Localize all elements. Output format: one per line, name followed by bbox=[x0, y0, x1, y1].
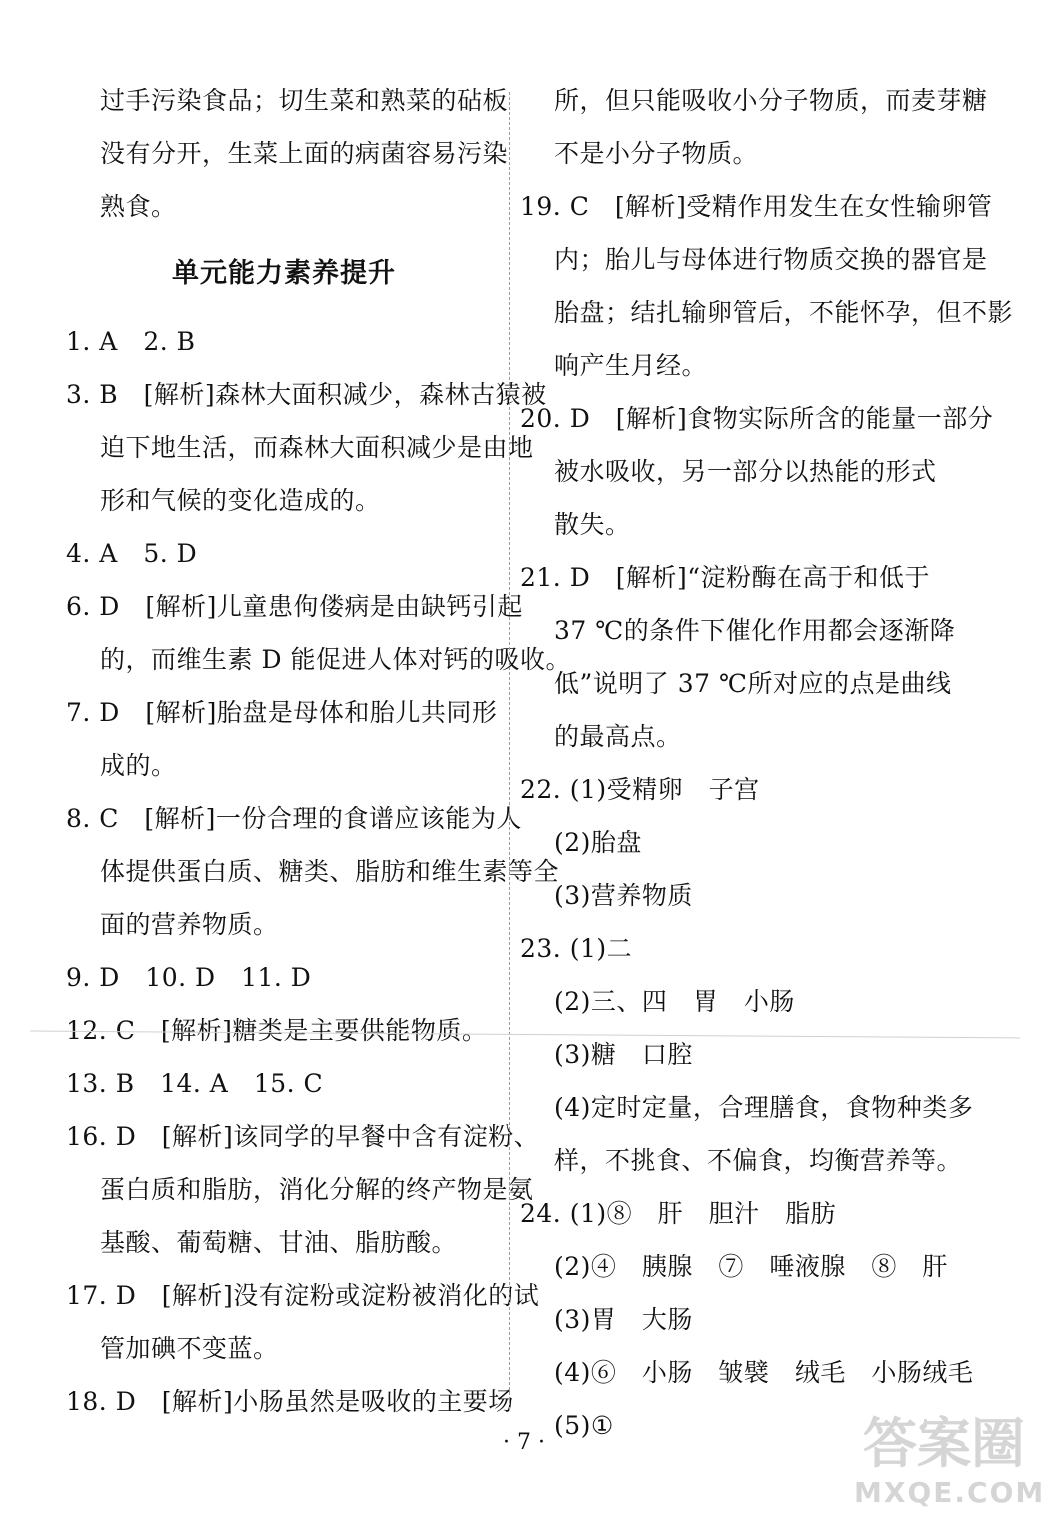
text-line: 4. A 5. D bbox=[66, 539, 198, 568]
text-line: (2)④ 胰腺 ⑦ 唾液腺 ⑧ 肝 bbox=[554, 1252, 948, 1281]
watermark-url: MXQE.COM bbox=[854, 1476, 1046, 1509]
text-line: 蛋白质和脂肪，消化分解的终产物是氨 bbox=[100, 1175, 534, 1204]
text-line: (4)定时定量，合理膳食，食物种类多 bbox=[554, 1093, 974, 1122]
text-line: 37 ℃的条件下催化作用都会逐渐降 bbox=[554, 616, 956, 645]
text-line: 散失。 bbox=[554, 510, 631, 539]
text-line: 8. C [解析]一份合理的食谱应该能为人 bbox=[66, 804, 522, 833]
text-line: 不是小分子物质。 bbox=[554, 139, 759, 168]
text-line: 所，但只能吸收小分子物质，而麦芽糖 bbox=[554, 86, 988, 115]
text-line: 20. D [解析]食物实际所含的能量一部分 bbox=[520, 404, 994, 433]
text-line: 低”说明了 37 ℃所对应的点是曲线 bbox=[554, 669, 952, 698]
text-line: (3)营养物质 bbox=[554, 881, 693, 910]
text-line: 9. D 10. D 11. D bbox=[66, 963, 312, 992]
column-divider bbox=[509, 92, 510, 1410]
text-line: 1. A 2. B bbox=[66, 327, 196, 356]
text-line: 3. B [解析]森林大面积减少，森林古猿被 bbox=[66, 380, 547, 409]
text-line: 成的。 bbox=[100, 751, 177, 780]
text-line: 6. D [解析]儿童患佝偻病是由缺钙引起 bbox=[66, 592, 523, 621]
text-line: (2)胎盘 bbox=[554, 828, 642, 857]
text-line: 12. C [解析]糖类是主要供能物质。 bbox=[66, 1016, 488, 1045]
text-line: 形和气候的变化造成的。 bbox=[100, 486, 381, 515]
text-line: (2)三、四 胃 小肠 bbox=[554, 987, 795, 1016]
text-line: 胎盘；结扎输卵管后，不能怀孕，但不影 bbox=[554, 298, 1014, 327]
text-line: 21. D [解析]“淀粉酶在高于和低于 bbox=[520, 563, 931, 592]
text-line: 被水吸收，另一部分以热能的形式 bbox=[554, 457, 937, 486]
text-line: (3)胃 大肠 bbox=[554, 1305, 693, 1334]
text-line: 体提供蛋白质、糖类、脂肪和维生素等全 bbox=[100, 857, 560, 886]
text-line: 熟食。 bbox=[100, 192, 177, 221]
text-line: 18. D [解析]小肠虽然是吸收的主要场 bbox=[66, 1387, 514, 1416]
watermark-logo bbox=[854, 1412, 1046, 1528]
text-line: 22. (1)受精卵 子宫 bbox=[520, 775, 760, 804]
text-line: 17. D [解析]没有淀粉或淀粉被消化的试 bbox=[66, 1281, 540, 1310]
text-line: 的，而维生素 D 能促进人体对钙的吸收。 bbox=[100, 645, 571, 674]
left-column bbox=[66, 74, 571, 1428]
text-line: 7. D [解析]胎盘是母体和胎儿共同形 bbox=[66, 698, 498, 727]
text-line: 的最高点。 bbox=[554, 722, 682, 751]
text-line: 面的营养物质。 bbox=[100, 910, 279, 939]
text-line: (4)⑥ 小肠 皱襞 绒毛 小肠绒毛 bbox=[554, 1358, 974, 1387]
text-line: 19. C [解析]受精作用发生在女性输卵管 bbox=[520, 192, 993, 221]
text-line: 16. D [解析]该同学的早餐中含有淀粉、 bbox=[66, 1122, 540, 1151]
text-line: (5)① bbox=[554, 1411, 614, 1440]
text-line: 13. B 14. A 15. C bbox=[66, 1069, 324, 1098]
text-line: (3)糖 口腔 bbox=[554, 1040, 693, 1069]
text-line: 23. (1)二 bbox=[520, 934, 633, 963]
text-line: 响产生月经。 bbox=[554, 351, 708, 380]
text-line: 迫下地生活，而森林大面积减少是由地 bbox=[100, 433, 534, 462]
text-line: 基酸、葡萄糖、甘油、脂肪酸。 bbox=[100, 1228, 458, 1257]
page-number: · 7 · bbox=[503, 1430, 545, 1455]
text-line: 24. (1)⑧ 肝 胆汁 脂肪 bbox=[520, 1199, 837, 1228]
text-line: 样，不挑食、不偏食，均衡营养等。 bbox=[554, 1146, 963, 1175]
section-heading: 单元能力素养提升 bbox=[172, 258, 396, 289]
text-line: 内；胎儿与母体进行物质交换的器官是 bbox=[554, 245, 988, 274]
text-line: 过手污染食品；切生菜和熟菜的砧板 bbox=[100, 86, 509, 115]
text-line: 没有分开，生菜上面的病菌容易污染 bbox=[100, 139, 509, 168]
text-line: 管加碘不变蓝。 bbox=[100, 1334, 279, 1363]
watermark-text: 答案圈 bbox=[863, 1412, 1025, 1475]
